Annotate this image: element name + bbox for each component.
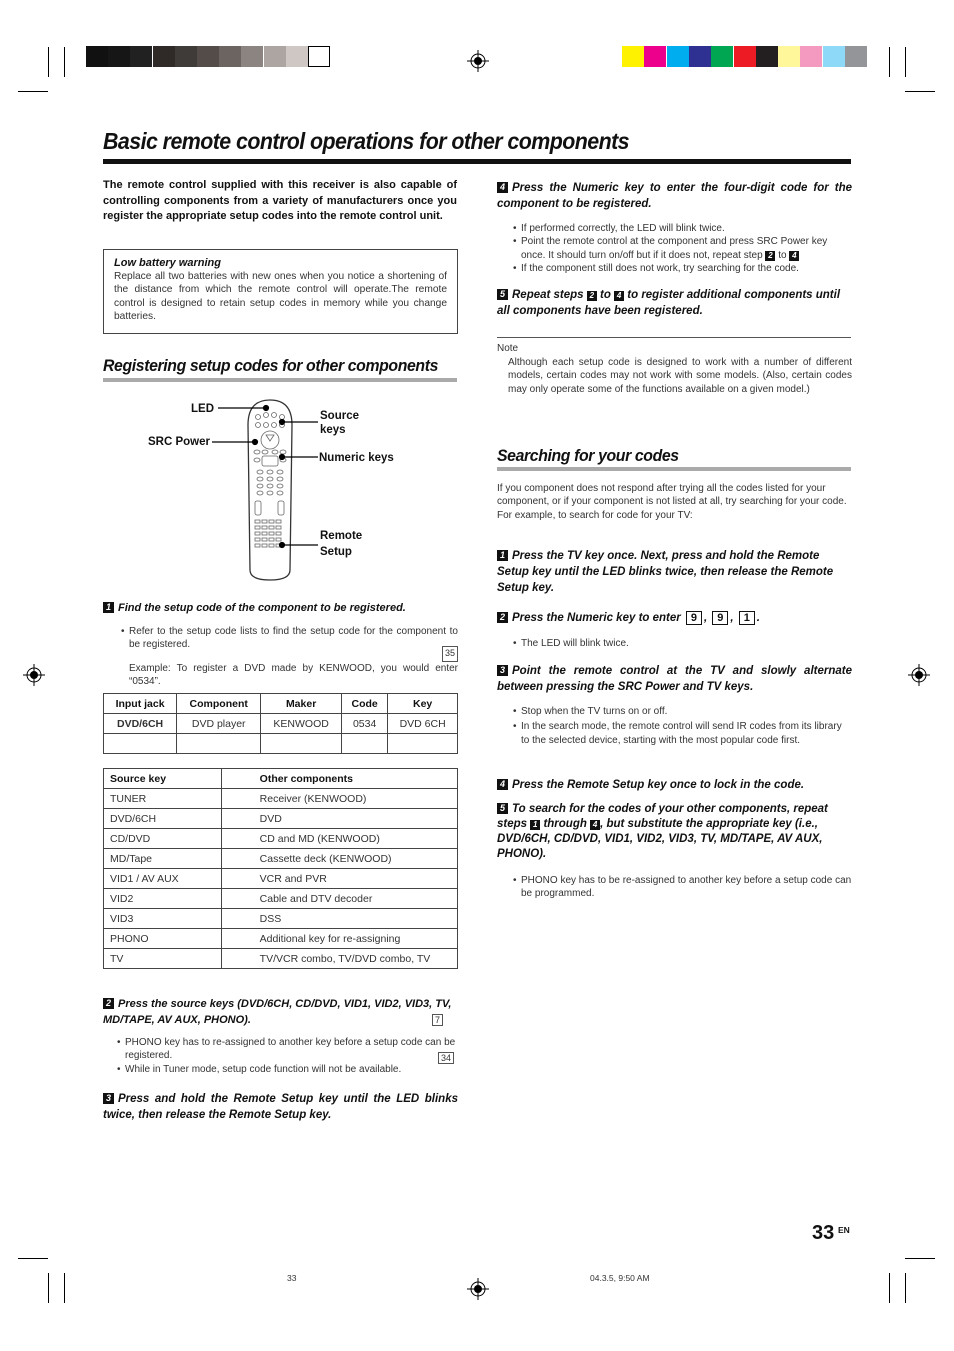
table-cell: DSS: [221, 909, 457, 929]
search-step-5-bullet: [513, 874, 852, 901]
warning-title: Low battery warning: [114, 257, 221, 269]
step-number: 2: [103, 998, 114, 1009]
step-text: Press the TV key once. Next, press and hold the Remote Setup key until the LED blinks twice, then release the Remote Setup key.: [497, 550, 834, 594]
gray-swatch: [219, 46, 241, 67]
table-cell: Cable and DTV decoder: [221, 889, 457, 909]
step-text: Find the setup code of the component to be registered.: [118, 602, 406, 614]
table-row: [104, 734, 458, 754]
step-ref: 2: [587, 291, 597, 301]
step-3: [103, 1091, 458, 1123]
gray-swatch: [197, 46, 219, 67]
color-swatch: [823, 46, 845, 67]
label-remote-setup-2: Setup: [320, 546, 352, 558]
gray-swatch: [241, 46, 263, 67]
search-step-3-bullets: [513, 705, 852, 749]
step-number: 5: [497, 803, 508, 814]
search-step-2-bullet: [513, 637, 852, 650]
gray-swatch: [108, 46, 130, 67]
label-remote-setup-1: Remote: [320, 530, 363, 542]
step-text: to: [600, 289, 611, 301]
step-text: to register additional components until all components have been registered.: [497, 289, 841, 317]
step-number: 3: [497, 665, 508, 676]
column-header: Key: [388, 694, 458, 714]
table-cell: KENWOOD: [261, 714, 342, 734]
registration-mark-icon: [23, 664, 45, 686]
footer-timestamp: 04.3.5, 9:50 AM: [590, 1273, 650, 1283]
key-9: 9: [686, 611, 702, 625]
step-text: Press the Remote Setup key once to lock in the code.: [512, 779, 805, 791]
step-1: [103, 600, 458, 616]
source-key-table: [103, 768, 458, 969]
column-header: Other components: [221, 769, 457, 789]
gray-swatch: [153, 46, 175, 67]
step-ref: 4: [590, 820, 600, 830]
color-swatch: [778, 46, 800, 67]
table-row: [104, 789, 458, 809]
key-1: 1: [739, 611, 755, 625]
bullet-text: The LED will blink twice.: [521, 638, 629, 649]
table-cell: TUNER: [104, 789, 222, 809]
step-text: Press the Numeric key to enter the four-digit code for the component to be registered.: [497, 182, 852, 210]
table-cell: CD and MD (KENWOOD): [221, 829, 457, 849]
intro-text: For example, to search for code for your TV:: [497, 509, 693, 521]
label-source-keys-2: keys: [320, 424, 346, 436]
search-step-1: [497, 548, 852, 596]
step-ref: 1: [530, 820, 540, 830]
color-swatch: [845, 46, 867, 67]
table-cell: DVD player: [177, 714, 261, 734]
column-header: Component: [177, 694, 261, 714]
table-cell: PHONO: [104, 929, 222, 949]
table-cell: VCR and PVR: [221, 869, 457, 889]
step-ref: 2: [765, 251, 775, 261]
step-4: [497, 180, 852, 212]
intro-text: If you component does not respond after trying all the codes listed for your component, or if your component is not listed at all, try searching for your code.: [497, 483, 847, 508]
step-text: through: [543, 818, 587, 830]
step-number: 3: [103, 1093, 114, 1104]
table-row: [104, 889, 458, 909]
table-cell: Cassette deck (KENWOOD): [221, 849, 457, 869]
step-number: 4: [497, 182, 508, 193]
table-row: [104, 869, 458, 889]
example-table: [103, 693, 458, 754]
table-cell: DVD/6CH: [104, 809, 222, 829]
table-row: [104, 929, 458, 949]
table-cell: VID3: [104, 909, 222, 929]
gray-swatch: [286, 46, 308, 67]
note-label: Note: [497, 343, 519, 354]
step-2: [103, 996, 458, 1028]
registration-mark-icon: [908, 664, 930, 686]
section-rule: [497, 467, 851, 471]
section-heading-registering: Registering setup codes for other components: [103, 356, 439, 375]
note-text: Although each setup code is designed to work with a number of different models, certain codes may not work with some models. (Also, certain codes may only operate some of the functions available on a given model.): [508, 357, 852, 395]
gray-swatch: [175, 46, 197, 67]
color-swatch: [711, 46, 733, 67]
color-swatch: [756, 46, 778, 67]
gray-swatch: [86, 46, 108, 67]
table-row: [104, 829, 458, 849]
column-header: Maker: [261, 694, 342, 714]
key-9: 9: [712, 611, 728, 625]
table-row: [104, 949, 458, 969]
separator: ,: [730, 612, 734, 624]
step-number: 1: [497, 550, 508, 561]
bullet-text: Point the remote control at the component and press SRC Power key once. It should turn on/off but if it does not, repeat step: [521, 236, 828, 261]
table-cell: DVD/6CH: [104, 714, 177, 734]
period: .: [756, 612, 760, 624]
table-cell: [341, 734, 387, 754]
remote-control-diagram: [140, 395, 390, 590]
step-ref: 4: [614, 291, 624, 301]
table-row: [104, 909, 458, 929]
page-ref: 35: [442, 646, 458, 661]
section-2-intro: [497, 482, 852, 522]
step-number: 2: [497, 612, 508, 623]
section-rule: [103, 378, 457, 382]
bullet-text: PHONO key has to be re-assigned to another key before a setup code can be programmed.: [521, 875, 852, 900]
warning-text: Replace all two batteries with new ones when you notice a shortening of the distance from which the remote control will operate.The remote control is designed to retain setup codes in memory while you change batteries.: [114, 271, 447, 322]
table-row: [104, 714, 458, 734]
table-cell: TV: [104, 949, 222, 969]
table-cell: [104, 734, 177, 754]
gray-swatch: [264, 46, 286, 67]
table-cell: [261, 734, 342, 754]
step-1-bullet: [121, 625, 458, 688]
step-number: 1: [103, 602, 114, 613]
search-step-3: [497, 663, 852, 695]
title-rule: [103, 159, 851, 164]
section-heading-searching: Searching for your codes: [497, 446, 679, 465]
search-step-5: [497, 802, 852, 862]
label-source-keys-1: Source: [320, 410, 359, 422]
gray-swatch: [308, 46, 330, 67]
column-header: Code: [341, 694, 387, 714]
table-cell: VID2: [104, 889, 222, 909]
bullet-text: If performed correctly, the LED will blink twice.: [521, 223, 725, 234]
color-swatch: [800, 46, 822, 67]
low-battery-warning-box: [103, 249, 458, 334]
page-number: 33: [812, 1222, 835, 1244]
registration-mark-icon: [467, 1278, 489, 1300]
step-text: Press and hold the Remote Setup key until the LED blinks twice, then release the Remote Setup key.: [103, 1093, 458, 1121]
step-2-bullets: [117, 1036, 458, 1076]
page-title: Basic remote control operations for other components: [103, 128, 630, 154]
bullet-text: Refer to the setup code lists to find the setup code for the component to be registered.: [129, 626, 458, 651]
step-number: 5: [497, 289, 508, 300]
step-text: Press the source keys (DVD/6CH, CD/DVD, VID1, VID2, VID3, TV, MD/TAPE, AV AUX, PHONO).: [103, 998, 452, 1026]
step-ref: 4: [789, 251, 799, 261]
step-text: , but substitute the appropriate key (i.e., DVD/6CH, CD/DVD, VID1, VID2, VID3, TV, MD/TAPE, AV AUX, PHONO).: [497, 818, 823, 860]
step-text: Repeat steps: [512, 289, 584, 301]
color-swatch: [622, 46, 644, 67]
step-text: To search for the codes of your other components, repeat steps: [497, 803, 828, 830]
page-ref: 34: [438, 1052, 454, 1064]
table-cell: TV/VCR combo, TV/DVD combo, TV: [221, 949, 457, 969]
bullet-text: Stop when the TV turns on or off.: [521, 706, 668, 717]
step-text: Point the remote control at the TV and slowly alternate between pressing the SRC Power and TV keys.: [497, 665, 852, 693]
page-ref: 7: [432, 1014, 443, 1026]
step-number: 4: [497, 779, 508, 790]
bullet-text: While in Tuner mode, setup code function will not be available.: [125, 1063, 402, 1075]
label-numeric-keys: Numeric keys: [319, 452, 394, 464]
table-cell: MD/Tape: [104, 849, 222, 869]
color-swatch: [734, 46, 756, 67]
color-swatch: [644, 46, 666, 67]
label-src-power: SRC Power: [148, 436, 210, 448]
table-cell: 0534: [341, 714, 387, 734]
separator: ,: [703, 612, 708, 624]
footer-page: 33: [287, 1273, 297, 1283]
table-cell: Additional key for re-assigning: [221, 929, 457, 949]
table-cell: CD/DVD: [104, 829, 222, 849]
step-text: Press the Numeric key to enter: [512, 612, 681, 624]
table-cell: DVD: [221, 809, 457, 829]
table-cell: [177, 734, 261, 754]
color-swatch: [689, 46, 711, 67]
intro-paragraph: The remote control supplied with this receiver is also capable of controlling components from a variety of manufacturers once you register the appropriate setup codes into the remote control unit.: [103, 179, 457, 222]
color-swatch: [667, 46, 689, 67]
bullet-text: to: [778, 249, 787, 261]
search-step-2: [497, 610, 852, 626]
gray-swatch: [130, 46, 152, 67]
table-cell: Receiver (KENWOOD): [221, 789, 457, 809]
bullet-text: In the search mode, the remote control will send IR codes from its library to the selected device, starting with the most popular code first.: [521, 720, 842, 746]
table-cell: VID1 / AV AUX: [104, 869, 222, 889]
search-step-4: [497, 777, 852, 793]
registration-mark-icon: [467, 50, 489, 72]
step-4-bullets: [513, 222, 852, 275]
label-led: LED: [191, 403, 214, 415]
table-cell: [388, 734, 458, 754]
column-header: Input jack: [104, 694, 177, 714]
note-rule: [497, 337, 851, 338]
table-row: [104, 849, 458, 869]
table-cell: DVD 6CH: [388, 714, 458, 734]
bullet-text: PHONO key has to re-assigned to another key before a setup code can be registered.: [125, 1037, 456, 1062]
step-5: [497, 287, 852, 319]
bullet-text: If the component still does not work, try searching for the code.: [521, 262, 799, 274]
table-row: [104, 809, 458, 829]
language-code: EN: [838, 1225, 850, 1235]
example-text: Example: To register a DVD made by KENWOOD, you would enter “0534”.: [129, 662, 458, 687]
column-header: Source key: [104, 769, 222, 789]
